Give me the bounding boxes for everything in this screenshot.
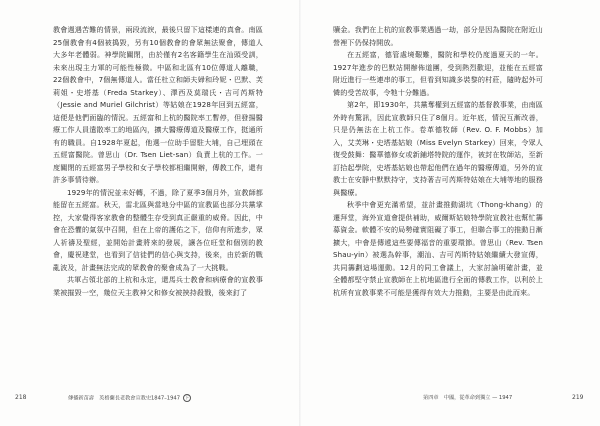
- left-paragraph-2: 1929年的情況並未好轉，不過，除了夏季3個月外，宣教師都能留在五經富。秋天，雷北區與當地分中區的宣教區也部分共黨掌控，大家覺得客家教會的整體生存受到真正嚴重的威脅。因此，中會在恐懼的氣氛中召開，但在上帝的護佑之下，信仰有所進步，眾人祈禱及聖經，並開始計畫將來的發展，讓各位旺堂和個別的教會，慶祝建堂，也看到了信徒們的信心與支持，後來，由於新的戰亂波及，計畫無法完成的眾教會的聚會成為了一大挑戰。: [53, 187, 263, 272]
- left-running-footer-text: 傳播新苗壽 英格蘭長老教會宣教史1847–1947: [68, 395, 180, 402]
- right-page-body: [333, 24, 543, 299]
- right-paragraph-1: 贖金。我們在上杭的宣教事業遇過一劫，部分是因為醫院在附近山營裡下仍保持開放。: [333, 25, 543, 47]
- right-paragraph-3: 第2年，即1930年，共黨奪權到五經富的基督教事業，由南區外時有驚訊，因此宣教師只住了8個月。近年底，情況互漸改善，只是仍無法在上杭工作。卷革德牧師（Rev. O. F. Mobbs）加入，艾芙琳・史塔基姑娘（Miss Evelyn Starkey）回來，令眾人復受鼓舞：醫華德修女或新鋪塔特院的運作，被封在牧師站，至新訂拾起學院，史塔基姑娘也帶起他們在過年的醫療傳道，另外的宣教士在安靜中默默持守，支持著吉可芮斯特姑娘在大埔等地的服務與醫療。: [333, 100, 543, 197]
- left-page-body: [53, 24, 263, 299]
- left-paragraph-3: 共軍占領北部的上杭和永定，還馬兵士教會和病療會的宣教事業被摧毀一空，幾位天主教神父和修女被挾持殺戮，後來釘了: [53, 275, 263, 297]
- right-paragraph-2: 在五經富，德管處境艱難，醫院和學校仍度過夏天的一年。1927年進步的巴默站開辦佈道團，受到熱烈歡迎，並能在五經富附近進行一些連串的事工，但看到知識多裝黎的村莊，隨時起外可憐的受苦故事，令牠十分難過。: [333, 50, 543, 97]
- right-page: [300, 0, 600, 426]
- volume-marker: 下: [185, 395, 189, 400]
- left-page-number: 218: [15, 394, 27, 401]
- right-running-footer: 第四章 中國，從革命到獨立 — 1947: [423, 395, 513, 401]
- left-running-footer: [68, 394, 191, 402]
- right-page-number: 219: [572, 394, 584, 401]
- right-paragraph-4: 秋季中會更充滿希望，並計畫推動湖坑（Thong-khang）的遷拜堂，海外宣道會提供補助，威爾斯姑娘特學院宣教社也幫忙籌募資金。軟體不安的局勢確實阻礙了事工，但聯合事工的推動日漸擴大，中會是傳遞這些要傳福音的重要環節。曾思山（Rev. Tsen Shau-yin）被選為幹事，潮汕、吉可芮斯特姑娘繼續大發宣傳，共同籌劃這場運動。12月的同工會議上，大家討論明確計畫，並全體都堅守禁止宣教師在上杭地區進行全面的傳教工作，以利於上杭所有宣教事業不可能是獲得有效大力推動，主要是由此而來。: [333, 200, 543, 297]
- left-paragraph-1: 教會週遇苦難的情景，兩段流淚，最後只留下這樣連的真會。南區25個教會有4個被搗毀，另有10個教會的會眾無法聚會，傳道人大多年老體弱。神學院關閉，由於僅有2名客籍學生在汕頭受訓，未來出現主力軍的可能性極微。中區和北區有10位傳道人離職，22個教會中，7個無傳道人。當任杜立和師夫婦和玲妮・巴默、芙莉姐・史塔基（Freda Starkey）、澤西及莫瑞氏・吉可芮斯特（Jessie and Muriel Gilchrist）等姑娘在1928年回到五經富，這便是他們面臨的情況。五經富和上杭的醫院率工暫停，但發揚醫療工作人員遣散率工的地區內，擴大醫療傳道及醫療工作，挺通所有的職員。自1928年夏起，他選一位助手留駐大埔，自己埋頭在五經富醫院。曾思山（Dr. Tsen Liet-san）負責上杭的工作。一度關閉的五經富男子學校和女子學校都相繼開辦，傳教工作，還有許多事情待辦。: [53, 25, 263, 184]
